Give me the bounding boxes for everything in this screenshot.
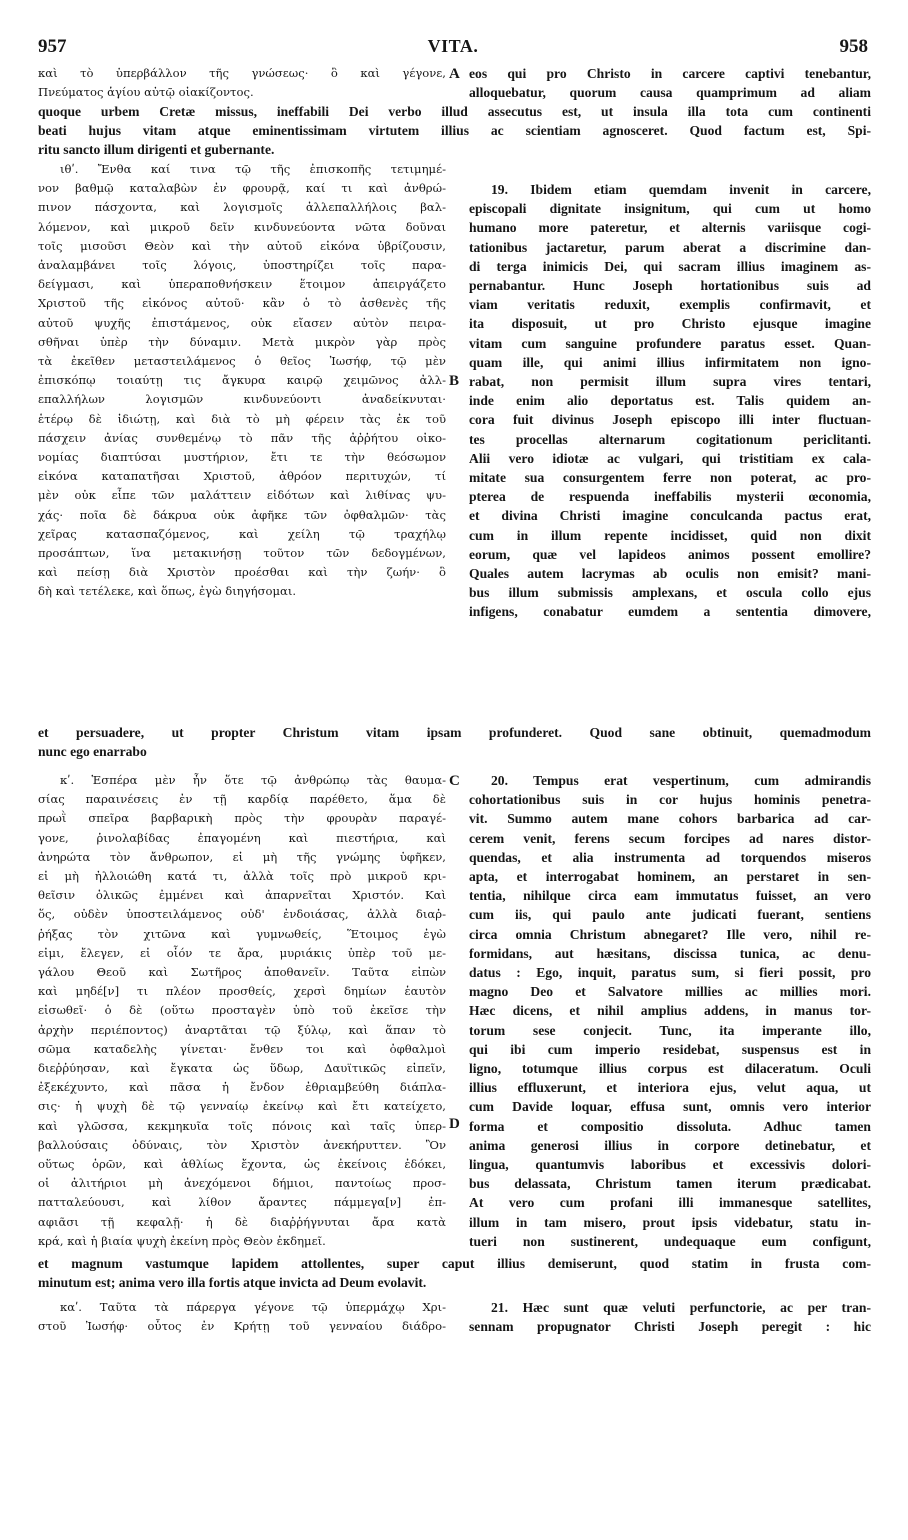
text-line: cum Davide loquar, effusa sunt, omnis vero interior <box>469 1099 871 1115</box>
text-line: προσάπτων, ἵνα μετακινήσῃ τοῦτον τῶν δεδογμένων, <box>38 546 446 561</box>
text-line: bus delassata, Christum tamen iterum prædicabat. <box>469 1176 871 1192</box>
text-line: Alii vero idiotæ ac vulgari, qui tristitiam ex cala- <box>469 450 871 466</box>
text-line: νομίας διαπτύσαι μυστήριον, ἔτι τε τὴν θεόσωμον <box>38 450 446 465</box>
text-line: quoque urbem Cretæ missus, ineffabili Dei verbo illud assecutus est, ut insula illa tota cum continenti <box>38 104 871 119</box>
text-line: οὕτως ὁρῶν, καὶ ἀθλίως ἔχοντα, ὡς ἐκείνοις ἐδόκει, <box>38 1157 446 1172</box>
text-line: ὅς, οὐδὲν ὑποστειλάμενος οὐδ' ἐνδοιάσας, ἀλλὰ διαῤ- <box>38 907 446 922</box>
text-line: tueri non sustinerent, undequaque eum configunt, <box>469 1233 871 1249</box>
running-title: VITA. <box>427 36 479 56</box>
text-line: αὐτοῦ ψυχῆς ἐπιστάμενος, οὐκ εἴασεν αὐτὸν πειρα- <box>38 315 446 330</box>
text-line: anima generosi illius in corpore detinebatur, et <box>469 1137 871 1153</box>
text-line: illius effluxerunt, et interiora ejus, velut aqua, ut <box>469 1080 871 1096</box>
text-line: δείγμασι, καὶ ὑπεραποθνήσκειν ἕτοιμον ἀπειργάζετο <box>38 277 446 292</box>
text-line: ita disposuit, ut pro Christo ejusque imagine <box>469 316 871 332</box>
margin-letter-d: D <box>449 1116 460 1132</box>
text-line: cora fuit divinus Joseph episcopo illi inter fluctuan- <box>469 412 871 428</box>
text-line: viam veritatis reduxit, exemplis confirmavit, et <box>469 297 871 313</box>
text-line: lingua, quantumvis laboribus et excessivis dolori- <box>469 1157 871 1173</box>
text-line: cum iis, qui paulo ante judicati fuerant, sentiens <box>469 907 871 923</box>
text-line: beati hujus vitam atque eminentissimam virtutem illius ac scientiam agnosceret. Quod factum est, Spi- <box>38 123 871 139</box>
page-number-left: 957 <box>38 36 67 57</box>
text-line: οἱ ἀλιτήριοι μὴ ἀνεχόμενοι δήμιοι, παντοίως προσ- <box>38 1176 446 1191</box>
text-line: cohortationibus suis in cor hujus hominis penetra- <box>469 792 871 808</box>
text-line: pterea de respuenda ineffabilis mysterii œconomia, <box>469 489 871 505</box>
page-number-right: 958 <box>839 36 868 57</box>
text-line: 19. Ibidem etiam quemdam invenit in carcere, <box>491 182 871 197</box>
text-line: di terga inimicis Dei, qui sacram illius imaginem as- <box>469 258 871 274</box>
text-line: σίας παραινέσεις ἐν τῇ καρδίᾳ παρέθετο, ἅμα δὲ <box>38 792 446 807</box>
text-line: 20. Tempus erat vespertinum, cum admirandis <box>491 773 871 788</box>
text-line: bus illum submissis amplexans, et oscula collo ejus <box>469 585 871 601</box>
text-line: εἰμι, ἔλεγεν, εἰ οἷόν τε ἄρα, μυριάκις ὑπὲρ τοῦ με- <box>38 945 446 960</box>
latin-section-21 <box>469 1298 871 1336</box>
text-line: διεῤῥύησαν, καὶ ἔγκατα ὡς ὕδωρ, Δαυϊτικῶς εἰπεῖν, <box>38 1061 446 1076</box>
text-line: πατταλεύουσι, καὶ λίθον ἄραντες πάμμεγα[ν] ἐπ- <box>38 1195 446 1210</box>
text-line: καʹ. Ταῦτα τὰ πάρεργα γέγονε τῷ ὑπερμάχῳ Χρι- <box>60 1300 446 1314</box>
greek-section-20 <box>38 771 446 1251</box>
text-line: εἰσωθεῖ· ὁ δὲ (οὕτω προσταγὲν ὑπὸ τοῦ ἐκεῖσε τὴν <box>38 1003 446 1018</box>
text-line: δὴ καὶ τετέλεκε, καὶ ὅπως, ἐγὼ διηγήσομαι. <box>38 584 297 599</box>
text-line: inde enim alio deportatus est. Talis quidem an- <box>469 393 871 409</box>
text-line: quam ille, qui animi illius infirmitatem non igno- <box>469 354 871 370</box>
text-line: tentia, nihilque circa eam immutatus fuisset, an vero <box>469 888 871 904</box>
text-line: infigens, conabatur eumdem a sententia dimovere, <box>469 604 871 620</box>
text-line: καὶ μηδέ[ν] τι πλέον προσθείς, χερσὶ δημίων ἑαυτὸν <box>38 984 446 999</box>
text-line: alloquebatur, quorum causa quamprimum ad aliam <box>469 85 871 101</box>
text-line: γονε, ῥινολαβίδας ἐπαγομένη καὶ πιεστήρια, καὶ <box>38 830 446 845</box>
latin-section-19 <box>469 180 871 622</box>
greek-text-top <box>38 64 446 102</box>
text-line: pernabantur. Hunc Joseph hortationibus suis ad <box>469 278 871 294</box>
text-line: πάσχειν ἀνίας συνθεμένῳ τὸ πᾶν τῆς ἀῤῥήτου οἰκο- <box>38 430 446 445</box>
text-line: αφιᾶσι τῇ κεφαλῇ· ἡ δὲ διαῤῥήγνυται ἄρα κατὰ <box>38 1214 446 1229</box>
running-header <box>38 36 868 60</box>
text-line: βαλλούσαις ὀδύναις, τὸν Χριστὸν ἀνεκήρυττεν. Ὃν <box>38 1137 446 1152</box>
greek-section-19 <box>38 160 446 602</box>
text-line: et magnum vastumque lapidem attollentes, super caput illius demiserunt, quod statim in frusta com- <box>38 1256 871 1271</box>
text-line: γάλου Θεοῦ καὶ Σωτῆρος ἀποθανεῖν. Ταῦτα εἰπὼν <box>38 965 446 980</box>
text-line: torum sese conjecit. Tunc, ita imperante illo, <box>469 1022 871 1038</box>
text-line: στοῦ Ἰωσήφ· οὗτος ἐν Κρήτῃ τοῦ γενναίου διάδρο- <box>38 1319 446 1334</box>
text-line: apta, et interrogabat hominem, an perstaret in sen- <box>469 869 871 885</box>
text-line: eos qui pro Christo in carcere captivi tenebantur, <box>469 66 871 81</box>
text-line: forma et compositio dissoluta. Adhuc tamen <box>469 1118 871 1134</box>
text-line: ligno, totumque illius corpus est dilaceratum. Oculi <box>469 1061 871 1077</box>
text-line: πινον πάσχοντα, καὶ λογισμοῖς ἀλλεπαλλήλοις βαλ- <box>38 200 446 215</box>
text-line: At vero cum profani illi immanesque satellites, <box>469 1195 871 1211</box>
text-line: εἰ μὴ ἠλλοιώθη κατά τι, ἀλλὰ τοῖς πρὸ μικροῦ κρι- <box>38 869 446 884</box>
text-line: 21. Hæc sunt quæ veluti perfunctorie, ac per tran- <box>491 1300 871 1315</box>
text-line: χεῖρας κατασπαζόμενος, καὶ χείλη τῷ τραχήλῳ <box>38 526 446 541</box>
text-line: formidans, aut hæsitans, discissa tunica, ac denu- <box>469 945 871 961</box>
text-line: πρωῒ σπεῖρα βαρβαρικὴ πρὸς τὴν φρουρὰν παραγέ- <box>38 811 446 826</box>
text-line: qui ibi cum imperio residebat, suspensus est in <box>469 1041 871 1057</box>
text-line: ritu sancto illum dirigenti et gubernante. <box>38 142 275 158</box>
text-line: illum in tam misero, prout ipsis videbatur, statu in- <box>469 1214 871 1230</box>
text-line: χάς· ποῖα δὲ δάκρυα οὐκ ἀφῆκε τῶν ὀφθαλμῶν· τὰς <box>38 507 446 522</box>
text-line: et divina Christi imagine conculcanda pactus erat, <box>469 508 871 524</box>
text-line: tes procellas alternarum cogitationum periclitanti. <box>469 431 871 447</box>
text-line: τοῖς μισοῦσι Θεὸν καὶ τὴν αὐτοῦ εἰκόνα ὑβρίζουσιν, <box>38 238 446 253</box>
text-line: σις· ἡ ψυχὴ δὲ τῷ γενναίῳ ἐκείνῳ καὶ ἔτι κατείχετο, <box>38 1099 446 1114</box>
text-line: ἀνηρώτα τὸν ἄνθρωπον, εἰ μὴ τῆς γνώμης ὑφῆκεν, <box>38 849 446 864</box>
text-line: σθῆναι ὑπὲρ τὴν δύναμιν. Μετὰ μικρὸν γὰρ πρὸς <box>38 334 446 349</box>
latin-text-top <box>469 64 871 102</box>
text-line: cerem venit, ferens secum forcipes ad nares distor- <box>469 830 871 846</box>
text-line: Χριστοῦ τῆς εἰκόνος αὐτοῦ· κἂν ὁ τὸ ἀσθενὲς τῆς <box>38 296 446 311</box>
text-line: vitam cum sanguine profundere paratus esset. Quan- <box>469 335 871 351</box>
text-line: circa omnia Christum abnegaret? Ille vero, nihil re- <box>469 926 871 942</box>
text-line: tationibus jactaretur, parum aberat a discrimine dan- <box>469 239 871 255</box>
text-line: καὶ τὸ ὑπερβάλλον τῆς γνώσεως· ὃ καὶ γέγονε, <box>38 66 446 80</box>
latin-full-width-b <box>38 723 871 761</box>
text-line: κρά, καὶ ἡ βιαία ψυχὴ ἐκείνη πρὸς Θεὸν ἐκδημεῖ. <box>38 1233 326 1248</box>
text-line: episcopali dignitate insignitum, qui cum ut homo <box>469 201 871 217</box>
text-line: λόμενον, καὶ μικροῦ δεῖν κινδυνεύοντα νῶτα δοῦναι <box>38 219 446 234</box>
greek-section-21 <box>38 1298 446 1336</box>
text-line: ἀναλαμβάνει τοῖς λόγοις, ὑποστηρίζει τοῖς παρα- <box>38 258 446 273</box>
text-line: cum in illum repente incidisset, quid non dixit <box>469 527 871 543</box>
text-line: ιθʹ. Ἔνθα καί τινα τῷ τῆς ἐπισκοπῆς τετιμημέ- <box>60 162 446 176</box>
text-line: humano more pateretur, et alternis variisque cogi- <box>469 220 871 236</box>
text-line: ἀρχὴν περιέποντος) ἀναρτᾶται τῷ ξύλῳ, καὶ ἅπαν τὸ <box>38 1022 446 1037</box>
text-line: quendas, et alia instrumenta ad torquendos miseros <box>469 849 871 865</box>
text-line: καὶ πείσῃ διὰ Χριστὸν προέσθαι καὶ τὴν ζωήν· ὃ <box>38 565 446 580</box>
text-line: mitate sua consurgentem ferre non poterat, ac pro- <box>469 470 871 486</box>
latin-full-width-c <box>38 1254 871 1292</box>
margin-letter-b: B <box>449 373 460 389</box>
text-line: τὰ ἐκεῖθεν μεταστειλάμενος ὁ θεῖος Ἰωσήφ, τῷ μὲν <box>38 354 446 369</box>
text-line: rabat, non permisit illum supra vires tentari, <box>469 374 871 390</box>
margin-letter-c: C <box>449 773 460 789</box>
latin-section-20 <box>469 771 871 1251</box>
text-line: Quales autem lacrymas ab oculis non emisit? mani- <box>469 566 871 582</box>
text-line: σῶμα καταδελὴς γίνεται· ἔνθεν τοι καὶ ὀφθαλμοὶ <box>38 1041 446 1056</box>
text-line: et persuadere, ut propter Christum vitam ipsam profunderet. Quod sane obtinuit, quemadmodum <box>38 725 871 740</box>
text-line: ῥήξας τὸν χιτῶνα καὶ γυμνωθείς, Ἕτοιμος ἐγὼ <box>38 926 446 941</box>
text-line: vit. Summo autem mane cohors barbarica ad car- <box>469 811 871 827</box>
text-line: eorum, quæ vel lapideos animos possent emollire? <box>469 546 871 562</box>
margin-letter-a: A <box>449 66 460 82</box>
text-line: datus : Ego, inquit, paratus sum, si fieri possit, pro <box>469 965 871 981</box>
text-line: επαλλήλων λογισμῶν κινδυνεύοντι ἀναδείκνυται· <box>38 392 446 407</box>
text-line: minutum est; anima vero illa fortis atque invicta ad Deum evolavit. <box>38 1275 427 1291</box>
text-line: μὲν οὐκ εἶπε τῶν μαλάττειν εἰδότων καὶ λιθίνας ψυ- <box>38 488 446 503</box>
text-line: νον βαθμῷ καταλαβὼν ἐν φρουρᾷ, καί τι καὶ ἀνθρώ- <box>38 181 446 196</box>
text-line: ἐξεκέχυντο, καὶ πᾶσα ἡ ἔνδον ἐθριαμβεύθη διάπλα- <box>38 1080 446 1095</box>
text-line: sennam propugnator Christi Joseph peregit : hic <box>469 1319 871 1335</box>
text-line: nunc ego enarrabo <box>38 744 147 760</box>
text-line: Πνεύματος ἁγίου αὐτῷ οἰακίζοντος. <box>38 85 254 100</box>
text-line: magno Deo et Salvatore millies ac millies mori. <box>469 984 871 1000</box>
text-line: Hæc dicens, et nihil amplius addens, in manus tor- <box>469 1003 871 1019</box>
text-line: εἰκόνα καταπατῆσαι Χριστοῦ, ἀθρόον περιτυχών, τί <box>38 469 446 484</box>
latin-full-width-a <box>38 102 871 160</box>
text-line: κʹ. Ἑσπέρα μὲν ἦν ὅτε τῷ ἀνθρώπῳ τὰς θαυμα- <box>60 773 446 787</box>
text-line: ἑτέρῳ δὲ ἰδιώτῃ, καὶ διὰ τὸ μὴ φέρειν τὰς ἐκ τοῦ <box>38 411 446 426</box>
text-line: θεῖσιν ὁλικῶς ἐμμένει καὶ ἀπαρνεῖται Χριστόν. Καὶ <box>38 888 446 903</box>
text-line: ἐπισκόπῳ τοιαύτῃ τις ἄγκυρα καιρῷ χειμῶνος ἀλλ- <box>38 373 446 388</box>
text-line: καὶ γλῶσσα, κεκμηκυῖα τοῖς πόνοις καὶ ταῖς ὑπερ- <box>38 1118 446 1133</box>
